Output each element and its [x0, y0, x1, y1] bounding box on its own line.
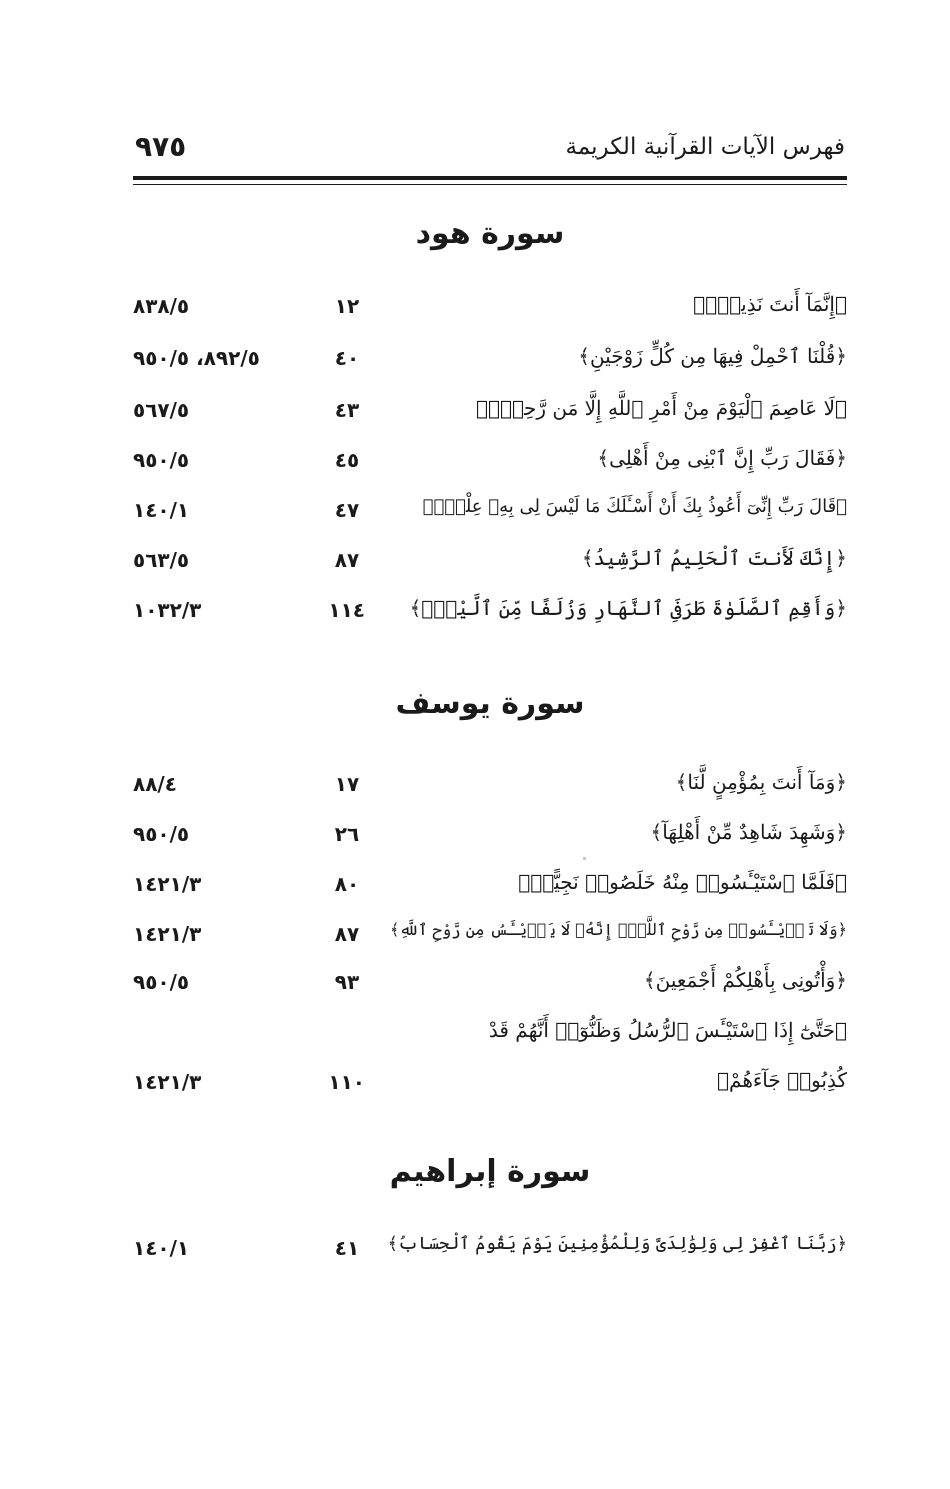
surah-title-yusuf: سورة يوسف: [395, 686, 585, 721]
ayah-number: ٤٣: [334, 398, 360, 422]
verse-entry-line-1: [133, 1016, 847, 1056]
verse-entry: [133, 444, 847, 484]
header-rule-thick: [133, 176, 847, 180]
verse-text: ﴿إِنَّمَآ أَنتَ نَذِيرٌۚ﴾: [693, 292, 847, 316]
ayah-number: ٨٧: [334, 548, 360, 572]
ayah-number: ٩٣: [334, 970, 360, 994]
verse-text: ﴿وَأْتُونِى بِأَهْلِكُمْ أَجْمَعِينَ﴾: [643, 968, 847, 992]
verse-entry: [133, 818, 847, 858]
volume-page-ref: ٨٨/٤: [133, 772, 177, 796]
ayah-number: ٨٧: [334, 922, 360, 946]
ayah-number: ٤١: [334, 1236, 360, 1260]
volume-page-ref: ٩٥٠/٥: [133, 448, 190, 472]
ayah-number: ٢٦: [334, 822, 360, 846]
verse-entry: [133, 544, 847, 584]
volume-page-ref: ١٤٢١/٣: [133, 872, 202, 896]
volume-page-ref: ٨٣٨/٥: [133, 294, 190, 318]
verse-entry-line-2: [133, 1066, 847, 1106]
verse-entry: [133, 918, 847, 958]
volume-page-ref: ١٤٠/١: [133, 1236, 190, 1260]
page-number: ٩٧٥: [135, 130, 187, 163]
page-header: [133, 128, 845, 172]
ayah-number: ٤٠: [334, 346, 360, 370]
volume-page-ref: ١٤٢١/٣: [133, 922, 202, 946]
verse-entry: [133, 966, 847, 1006]
surah-title-ibrahim: سورة إبراهيم: [389, 1154, 591, 1189]
ayah-number: ٤٧: [334, 498, 360, 522]
verse-entry: [133, 494, 847, 534]
volume-page-ref: ٩٥٠/٥: [133, 822, 190, 846]
verse-text: ﴿رَبَّنَا ٱغْفِرْ لِى وَلِوَٰلِدَىَّ وَلِلْمُؤْمِنِينَ يَوْمَ يَقُومُ ٱلْحِسَابُ﴾: [387, 1234, 847, 1254]
verse-text: ﴿وَشَهِدَ شَاهِدٌ مِّنْ أَهْلِهَآ﴾: [650, 820, 847, 844]
verse-entry: [133, 342, 847, 382]
surah-title-hud: سورة هود: [415, 216, 565, 251]
volume-page-ref: ١٤٠/١: [133, 498, 190, 522]
verse-text: كُذِبُوا۟ جَآءَهُمْ﴾: [717, 1068, 847, 1092]
verse-text: ﴿وَمَآ أَنتَ بِمُؤْمِنٍ لَّنَا﴾: [675, 770, 847, 794]
ayah-number: ١٢: [334, 294, 360, 318]
verse-text: ﴿فَلَمَّا ٱسْتَيْـَٔسُوا۟ مِنْهُ خَلَصُوا۟ نَجِيًّاۖ﴾: [518, 870, 847, 894]
verse-text: ﴿قُلْنَا ٱحْمِلْ فِيهَا مِن كُلٍّ زَوْجَيْنِ﴾: [578, 344, 847, 368]
running-title: فهرس الآيات القرآنية الكريمة: [565, 134, 845, 160]
volume-page-ref: ٨٩٢/٥، ٩٥٠/٥: [133, 346, 260, 370]
verse-text: ﴿قَالَ رَبِّ إِنِّىٓ أَعُوذُ بِكَ أَنْ أَسْـَٔلَكَ مَا لَيْسَ لِى بِهِۦ عِلْمٌۖ﴾: [422, 496, 847, 517]
volume-page-ref: ١٤٢١/٣: [133, 1070, 202, 1094]
volume-page-ref: ٩٥٠/٥: [133, 970, 190, 994]
verse-text: ﴿حَتَّىٰٓ إِذَا ٱسْتَيْـَٔسَ ٱلرُّسُلُ وَظَنُّوٓا۟ أَنَّهُمْ قَدْ: [488, 1018, 847, 1042]
verse-text: ﴿وَلَا تَا۟يْـَٔسُوا۟ مِن رَّوْحِ ٱللَّهِۖ إِنَّهُۥ لَا يَا۟يْـَٔسُ مِن رَّوْحِ ٱللَّهِ﴾: [389, 920, 847, 939]
verse-entry: [133, 290, 847, 330]
volume-page-ref: ١٠٣٢/٣: [133, 598, 202, 622]
scan-speck: [583, 857, 586, 860]
ayah-number: ٨٠: [334, 872, 360, 896]
ayah-number: ١١٤: [328, 598, 365, 622]
verse-entry: [133, 1232, 847, 1272]
verse-entry: [133, 868, 847, 908]
ayah-number: ١١٠: [328, 1070, 365, 1094]
verse-entry: [133, 594, 847, 634]
verse-entry: [133, 394, 847, 434]
verse-entry: [133, 768, 847, 808]
volume-page-ref: ٥٦٣/٥: [133, 548, 190, 572]
ayah-number: ١٧: [334, 772, 360, 796]
ayah-number: ٤٥: [334, 448, 360, 472]
volume-page-ref: ٥٦٧/٥: [133, 398, 190, 422]
header-rule-thin: [133, 184, 847, 185]
verse-text: ﴿فَقَالَ رَبِّ إِنَّ ٱبْنِى مِنْ أَهْلِى﴾: [597, 446, 847, 470]
verse-text: ﴿وَأَقِمِ ٱلصَّلَوٰةَ طَرَفَىِ ٱلنَّهَارِ وَزُلَفًا مِّنَ ٱلَّيْلِۚ﴾: [409, 596, 847, 620]
verse-text: ﴿إِنَّكَ لَأَنتَ ٱلْحَلِيمُ ٱلرَّشِيدُ﴾: [581, 546, 847, 570]
verse-text: ﴿لَا عَاصِمَ ٱلْيَوْمَ مِنْ أَمْرِ ٱللَّهِ إِلَّا مَن رَّحِمَۚ﴾: [475, 396, 847, 420]
